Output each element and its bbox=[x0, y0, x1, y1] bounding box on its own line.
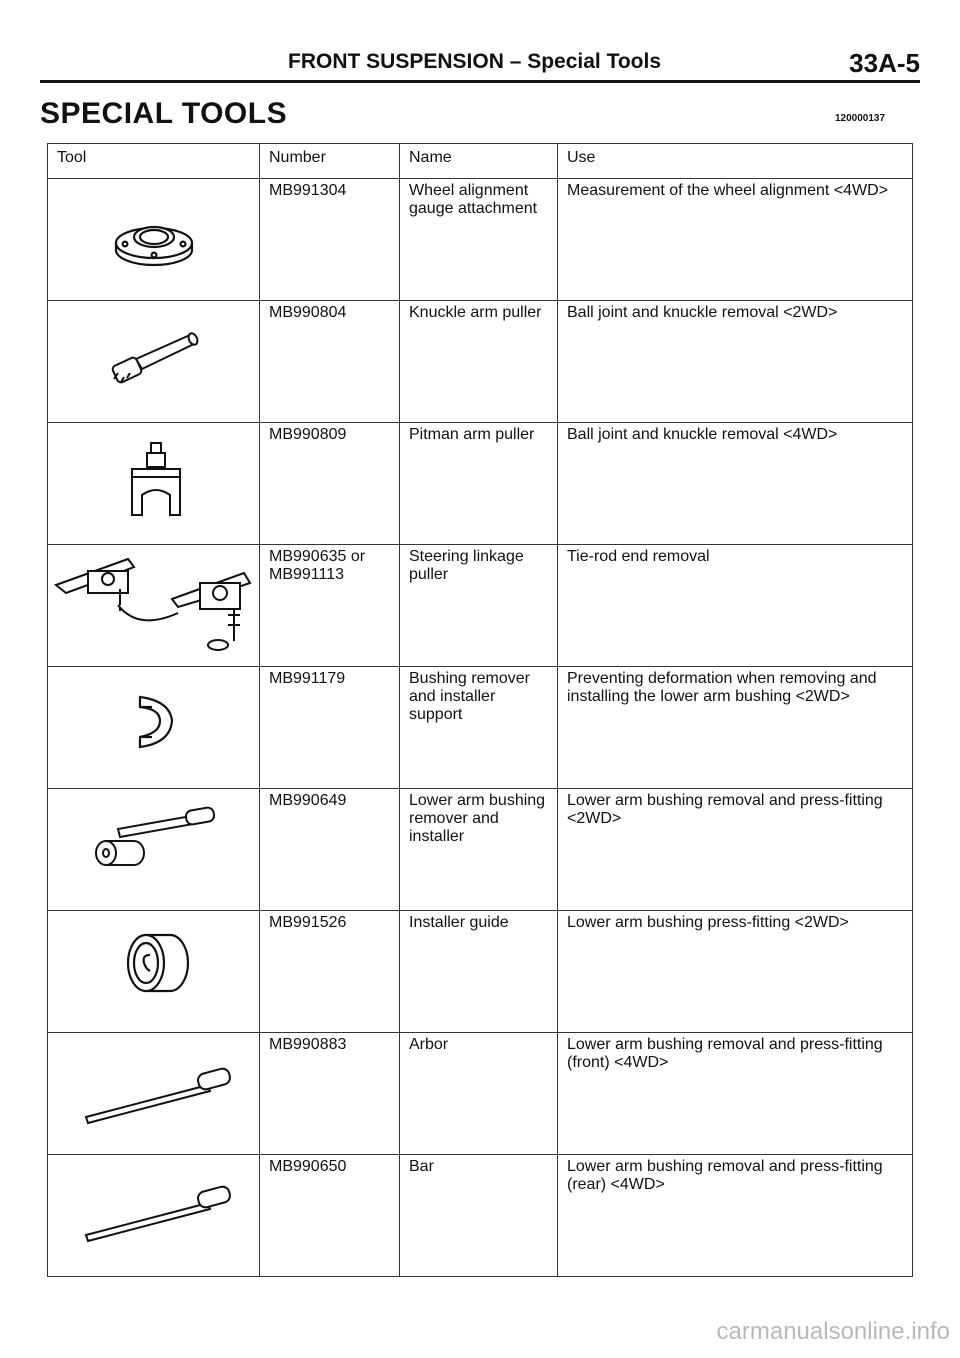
header-rule bbox=[40, 80, 920, 83]
tool-number: MB990804 bbox=[260, 301, 400, 423]
tool-name: Pitman arm puller bbox=[400, 423, 558, 545]
table-row bbox=[48, 667, 913, 789]
tool-number: MB990883 bbox=[260, 1033, 400, 1155]
tool-use: Preventing deformation when removing and installing the lower arm bushing <2WD> bbox=[558, 667, 913, 789]
tool-use: Lower arm bushing removal and press-fitting (rear) <4WD> bbox=[558, 1155, 913, 1277]
column-header-use: Use bbox=[558, 144, 913, 179]
bushing-support-icon bbox=[48, 667, 260, 788]
tool-use: Ball joint and knuckle removal <2WD> bbox=[558, 301, 913, 423]
tool-name: Knuckle arm puller bbox=[400, 301, 558, 423]
tool-number: MB990650 bbox=[260, 1155, 400, 1277]
tool-number: MB990635 or MB991113 bbox=[260, 545, 400, 667]
tool-name: Wheel alignment gauge attachment bbox=[400, 179, 558, 301]
bar-icon bbox=[48, 1155, 260, 1276]
tool-number: MB990809 bbox=[260, 423, 400, 545]
installer-guide-icon bbox=[48, 911, 260, 1032]
table-row bbox=[48, 423, 913, 545]
tool-name: Steering linkage puller bbox=[400, 545, 558, 667]
tool-name: Arbor bbox=[400, 1033, 558, 1155]
tool-use: Lower arm bushing press-fitting <2WD> bbox=[558, 911, 913, 1033]
special-tools-table bbox=[47, 143, 913, 1277]
column-header-tool: Tool bbox=[48, 144, 260, 179]
section-title: FRONT SUSPENSION – Special Tools bbox=[288, 50, 662, 73]
watermark: carmanualsonline.info bbox=[716, 1318, 950, 1345]
page-number: 33A-5 bbox=[849, 48, 920, 78]
arbor-icon bbox=[48, 1033, 260, 1154]
tool-illustration-cell bbox=[48, 301, 260, 423]
table-row bbox=[48, 545, 913, 667]
pitman-arm-puller-icon bbox=[48, 423, 260, 544]
tool-illustration-cell bbox=[48, 423, 260, 545]
tool-name: Bushing remover and installer support bbox=[400, 667, 558, 789]
tool-use: Ball joint and knuckle removal <4WD> bbox=[558, 423, 913, 545]
tool-illustration-cell bbox=[48, 1155, 260, 1277]
table-header-row bbox=[48, 144, 913, 179]
tool-number: MB991304 bbox=[260, 179, 400, 301]
tool-name: Bar bbox=[400, 1155, 558, 1277]
tool-use: Lower arm bushing removal and press-fitting <2WD> bbox=[558, 789, 913, 911]
tool-use: Tie-rod end removal bbox=[558, 545, 913, 667]
column-header-name: Name bbox=[400, 144, 558, 179]
tool-illustration-cell bbox=[48, 911, 260, 1033]
tool-illustration-cell bbox=[48, 667, 260, 789]
tool-use: Measurement of the wheel alignment <4WD> bbox=[558, 179, 913, 301]
knuckle-arm-puller-icon bbox=[48, 301, 260, 422]
tool-name: Installer guide bbox=[400, 911, 558, 1033]
tool-use: Lower arm bushing removal and press-fitting (front) <4WD> bbox=[558, 1033, 913, 1155]
table-row bbox=[48, 1155, 913, 1277]
table-row bbox=[48, 789, 913, 911]
tool-illustration-cell bbox=[48, 1033, 260, 1155]
lower-arm-bushing-tool-icon bbox=[48, 789, 260, 910]
table-row bbox=[48, 301, 913, 423]
tool-illustration-cell bbox=[48, 179, 260, 301]
steering-linkage-puller-icon bbox=[48, 545, 260, 666]
document-id: 120000137 bbox=[835, 113, 886, 124]
tool-illustration-cell bbox=[48, 545, 260, 667]
table-row bbox=[48, 1033, 913, 1155]
tool-number: MB990649 bbox=[260, 789, 400, 911]
tool-illustration-cell bbox=[48, 789, 260, 911]
tool-number: MB991179 bbox=[260, 667, 400, 789]
table-row bbox=[48, 179, 913, 301]
column-header-number: Number bbox=[260, 144, 400, 179]
tool-number: MB991526 bbox=[260, 911, 400, 1033]
page-title: SPECIAL TOOLS bbox=[40, 97, 288, 130]
tool-name: Lower arm bushing remover and installer bbox=[400, 789, 558, 911]
table-row bbox=[48, 911, 913, 1033]
alignment-gauge-attachment-icon bbox=[48, 179, 260, 300]
